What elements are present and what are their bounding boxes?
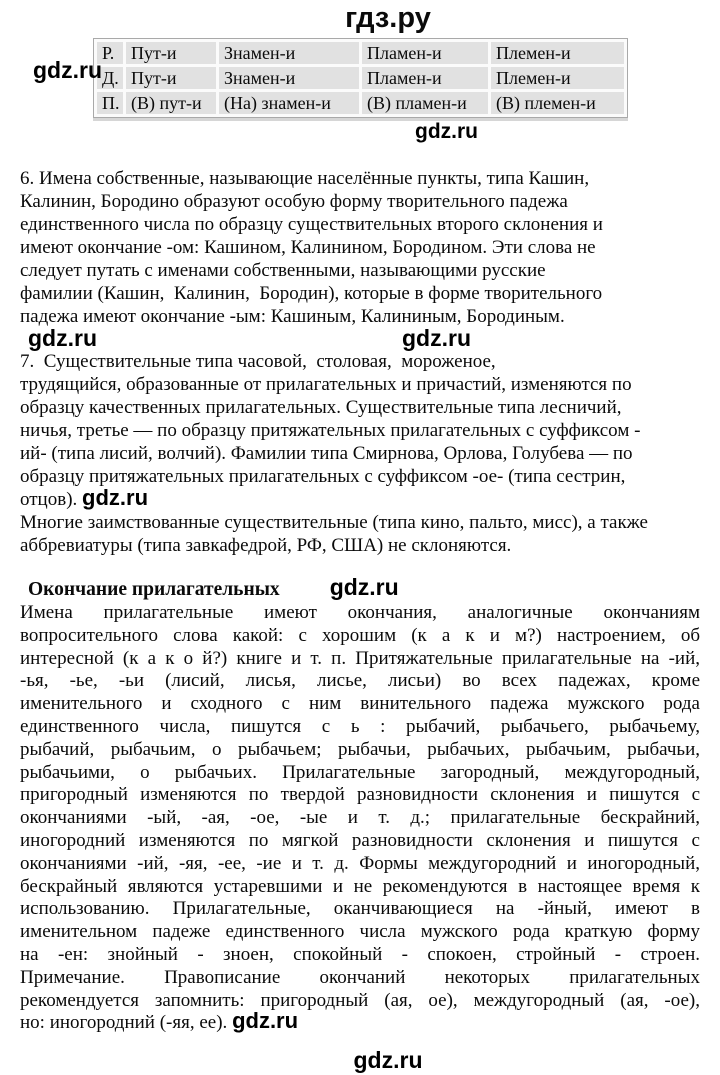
table-row (97, 42, 624, 64)
case-cell: Д. (97, 67, 123, 89)
text-line: образцу притяжательных прилагательных с суффиксом -ое- (типа сестрин, (20, 466, 626, 487)
gdz-watermark: gdz.ru (402, 325, 471, 351)
text-line: следует путать с именами собственными, называющими русские (20, 260, 546, 281)
text-line: образцу качественных прилагательных. Существительные типа лесничий, (20, 397, 622, 418)
text-line: Примечание. Правописание окончаний некоторых прилагательных (20, 966, 700, 988)
text-line: использованию. Прилагательные, оканчивающиеся на -йный, имеют в (20, 898, 700, 920)
section-heading-row (28, 574, 720, 602)
text-line: имеют окончание -ом: Кашином, Калинином, Бородином. Эти слова не (20, 237, 596, 258)
text-line: Калинин, Бородино образуют особую форму творительного падежа (20, 191, 568, 212)
gdz-watermark: gdz.ru (232, 1008, 299, 1034)
table-cell: (В) племен-и (491, 92, 624, 114)
gdz-watermark: gdz.ru (28, 325, 97, 351)
text-line: именительного и сходного с ним винительного падежа мужского рода (20, 693, 700, 715)
adjective-endings-paragraph (20, 602, 700, 1035)
text-line-end: но: иногородний (-яя, ее). (20, 1012, 233, 1034)
text-line: -ья, -ье, -ьи (лисий, лисья, лисье, лисьи) во всех падежах, кроме (20, 670, 700, 692)
text-line: ничья, третье — по образцу притяжательных прилагательных с суффиксом - (20, 420, 641, 441)
paragraph-6 (20, 167, 720, 328)
text-line (20, 1008, 700, 1035)
table-cell: (В) пут-и (126, 92, 216, 114)
text-line: рекомендуется запомнить: пригородный (ая, ое), междугородный (ая, -ое), (20, 989, 700, 1011)
table-cell: (В) пламен-и (362, 92, 488, 114)
text-line: вопросительного слова какой: с хорошим (к а к и м?) настроением, об (20, 624, 700, 646)
text-line: единственного числа, пишутся с ь : рыбачий, рыбачьего, рыбачьему, (20, 715, 700, 737)
table-cell: Пут-и (126, 42, 216, 64)
table-cell: Племен-и (491, 67, 624, 89)
gdz-watermark: gdz.ru (33, 57, 102, 83)
text-line: падежа имеют окончание -ым: Кашиным, Калининым, Бородиным. (20, 306, 565, 327)
paragraph-7 (20, 350, 720, 511)
text-line: единственного числа по образцу существительных второго склонения и (20, 214, 603, 235)
text-line: иногородний изменяются по мягкой разновидности склонения и пишутся с (20, 829, 700, 851)
note-paragraph (20, 511, 720, 557)
table-cell: Знамен-и (219, 42, 359, 64)
text-line: рыбачий, рыбачьим, о рыбачьем; рыбачьи, рыбачьих, рыбачьим, рыбачьи, (20, 738, 700, 760)
table-cell: Пут-и (126, 67, 216, 89)
text-line: фамилии (Кашин, Калинин, Бородин), которые в форме творительного (20, 283, 603, 304)
text-line: бескрайный являются устаревшими и не рекомендуются в настоящее время к (20, 875, 700, 897)
site-title: гдз.ру (345, 2, 431, 34)
text-line: аббревиатуры (типа завкафедрой, РФ, США) не склоняются. (20, 535, 512, 556)
table-row (97, 67, 624, 89)
text-line (20, 485, 720, 511)
text-line: ий- (типа лисий, волчий). Фамилии типа Смирнова, Орлова, Голубева — по (20, 443, 633, 464)
watermark-row (0, 325, 720, 351)
table-row (97, 92, 624, 114)
text-line: трудящийся, образованные от прилагательных и причастий, изменяются по (20, 374, 632, 395)
text-line: интересной (к а к о й?) книге и т. п. Притяжательные прилагательные на -ий, (20, 647, 700, 669)
table-cell: Пламен-и (362, 67, 488, 89)
text-line: пригородный изменяются по твердой разновидности склонения и пишутся с (20, 784, 700, 806)
text-line: рыбачьими, о рыбачьих. Прилагательные загородный, междугородный, (20, 761, 700, 783)
text-line: 6. Имена собственные, называющие населённые пункты, типа Кашин, (20, 168, 590, 189)
table-cell: Пламен-и (362, 42, 488, 64)
case-cell: П. (97, 92, 123, 114)
text-line: на -ен: знойный - зноен, спокойный - спокоен, стройный - строен. (20, 943, 700, 965)
text-line: Многие заимствованные существительные (типа кино, пальто, мисс), а также (20, 512, 648, 533)
gdz-watermark: gdz.ru (415, 120, 478, 143)
text-line-end: отцов). (20, 489, 83, 510)
text-line: окончаниями -ий, -яя, -ее, -ие и т. д. Формы междугородний и иногородный, (20, 852, 700, 874)
text-line: окончаниями -ый, -ая, -ое, -ые и т. д.; прилагательные бескрайний, (20, 807, 700, 829)
text-line: 7. Существительные типа часовой, столовая, мороженое, (20, 351, 496, 372)
table-cell: Знамен-и (219, 67, 359, 89)
section-heading: Окончание прилагательных (28, 579, 280, 600)
case-cell: Р. (97, 42, 123, 64)
gdz-watermark: gdz.ru (329, 574, 399, 600)
declension-table (93, 38, 628, 118)
text-line: Имена прилагательные имеют окончания, аналогичные окончаниям (20, 602, 700, 623)
table-cell: (На) знамен-и (219, 92, 359, 114)
table-cell: Племен-и (491, 42, 624, 64)
gdz-watermark: gdz.ru (353, 1047, 423, 1074)
text-line: именительном падеже единственного числа мужского рода краткую форму (20, 921, 700, 943)
gdz-watermark: gdz.ru (82, 485, 149, 510)
